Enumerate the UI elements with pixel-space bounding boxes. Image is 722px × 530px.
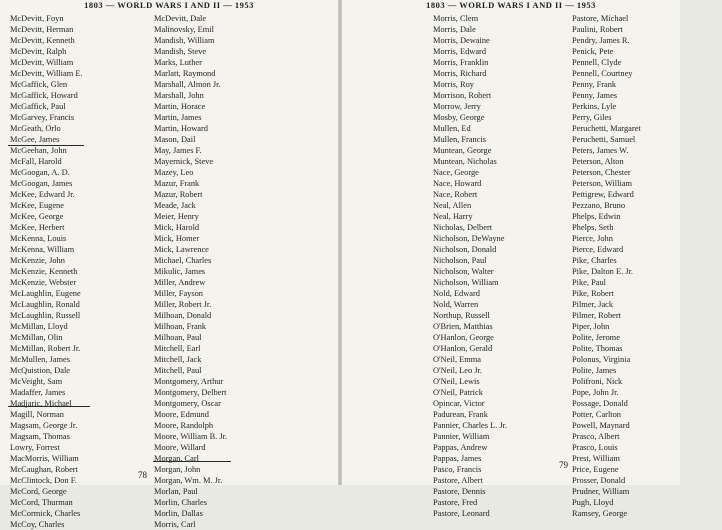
name-entry: Neal, Allen <box>433 201 472 210</box>
name-entry: Polite, Jerome <box>572 333 620 342</box>
name-entry: Piper, John <box>572 322 610 331</box>
name-entry: O'Neil, Patrick <box>433 388 483 397</box>
name-entry: Ramsey, George <box>572 509 628 518</box>
name-entry: Nicholson, Donald <box>433 245 497 254</box>
name-entry: Milhoan, Paul <box>154 333 202 342</box>
name-entry: Northup, Russell <box>433 311 490 320</box>
name-entry: Pugh, Lloyd <box>572 498 614 507</box>
name-entry: Peters, James W. <box>572 146 629 155</box>
pen-underline <box>8 145 84 146</box>
name-entry: McDevitt, Dale <box>154 14 207 23</box>
name-entry: McDevitt, Herman <box>10 25 74 34</box>
name-entry: May, James F. <box>154 146 202 155</box>
name-entry: McGoogan, James <box>10 179 73 188</box>
name-entry: Pezzano, Bruno <box>572 201 626 210</box>
name-entry: Pike, Robert <box>572 289 614 298</box>
name-entry: Nicholson, DeWayne <box>433 234 505 243</box>
name-entry: Mullen, Ed <box>433 124 471 133</box>
name-entry: Prasco, Albert <box>572 432 620 441</box>
name-entry: Mandish, Steve <box>154 47 207 56</box>
name-entry: McMillan, Lloyd <box>10 322 68 331</box>
name-entry: Miller, Fayson <box>154 289 203 298</box>
name-entry: Penny, James <box>572 91 618 100</box>
name-entry: Opincar, Victor <box>433 399 485 408</box>
name-entry: Paulini, Robert <box>572 25 623 34</box>
name-entry: Marshall, John <box>154 91 204 100</box>
name-entry: McDevitt, Foyn <box>10 14 64 23</box>
name-entry: Morlin, Charles <box>154 498 208 507</box>
name-entry: Milhoan, Donald <box>154 311 212 320</box>
name-entry: Peruchetti, Samuel <box>572 135 636 144</box>
name-entry: McKee, George <box>10 212 64 221</box>
name-entry: McKenzie, John <box>10 256 65 265</box>
name-entry: Prudner, William <box>572 487 630 496</box>
name-entry: McKee, Eugene <box>10 201 64 210</box>
name-entry: Peterson, Chester <box>572 168 631 177</box>
name-entry: Pope, John Jr. <box>572 388 619 397</box>
name-entry: Pierce, Edward <box>572 245 624 254</box>
name-entry: Marlatt, Raymond <box>154 69 216 78</box>
name-entry: Nace, Robert <box>433 190 478 199</box>
name-entry: Pappas, Andrew <box>433 443 488 452</box>
pen-underline <box>153 461 231 462</box>
name-entry: McLaughlin, Eugene <box>10 289 81 298</box>
name-entry: Polonus, Virginia <box>572 355 631 364</box>
name-entry: Martin, Howard <box>154 124 208 133</box>
name-entry: Pilmer, Robert <box>572 311 621 320</box>
name-entry: Mick, Harold <box>154 223 200 232</box>
name-entry: Moore, Edmund <box>154 410 209 419</box>
name-entry: Morris, Roy <box>433 80 474 89</box>
left-page <box>0 0 338 529</box>
name-entry: Meade, Jack <box>154 201 196 210</box>
name-entry: McKenzie, Webster <box>10 278 77 287</box>
name-entry: McKee, Edward Jr. <box>10 190 75 199</box>
name-entry: McDevitt, William <box>10 58 74 67</box>
name-entry: McGarvey, Francis <box>10 113 75 122</box>
name-entry: Prest, William <box>572 454 620 463</box>
name-entry: Nicholson, Paul <box>433 256 487 265</box>
name-entry: Prosser, Donald <box>572 476 626 485</box>
name-entry: Mikulic, James <box>154 267 206 276</box>
name-entry: Pendry, James R. <box>572 36 630 45</box>
name-entry: McCaughan, Robert <box>10 465 78 474</box>
name-entry: Pike, Paul <box>572 278 606 287</box>
name-entry: O'Brien, Matthias <box>433 322 493 331</box>
name-entry: Nold, Edward <box>433 289 480 298</box>
name-entry: Morris, Richard <box>433 69 487 78</box>
name-column-2 <box>154 13 304 530</box>
name-entry: McCormick, Charles <box>10 509 81 518</box>
name-entry: Moore, Randolph <box>154 421 214 430</box>
name-entry: Moore, Willard <box>154 443 206 452</box>
name-entry: McMillan, Robert Jr. <box>10 344 81 353</box>
name-entry: Magill, Norman <box>10 410 64 419</box>
name-entry: Pettigrew, Edward <box>572 190 634 199</box>
name-entry: Morris, Clem <box>433 14 479 23</box>
name-entry: Meier, Henry <box>154 212 199 221</box>
name-entry: Phelps, Seth <box>572 223 614 232</box>
name-entry: Nace, George <box>433 168 479 177</box>
name-entry: Morris, Dale <box>433 25 476 34</box>
name-entry: McKenna, William <box>10 245 75 254</box>
name-entry: McCoy, Charles <box>10 520 65 529</box>
name-entry: Morgan, Carl <box>154 454 199 463</box>
name-entry: Mitchell, Jack <box>154 355 202 364</box>
name-entry: McGaffick, Paul <box>10 102 66 111</box>
name-entry: Michael, Charles <box>154 256 212 265</box>
name-entry: Pastore, Fred <box>433 498 478 507</box>
name-entry: Morlin, Dallas <box>154 509 203 518</box>
name-entry: Pastore, Albert <box>433 476 483 485</box>
name-entry: Mazur, Robert <box>154 190 203 199</box>
name-entry: Muntean, Nicholas <box>433 157 497 166</box>
name-entry: Madaffer, James <box>10 388 66 397</box>
name-entry: McGoogan, A. D. <box>10 168 70 177</box>
name-entry: Morgan, John <box>154 465 201 474</box>
name-entry: Pike, Charles <box>572 256 617 265</box>
name-entry: Mandish, William <box>154 36 215 45</box>
name-entry: Mitchell, Paul <box>154 366 202 375</box>
name-entry: Nold, Warren <box>433 300 479 309</box>
name-entry: Muntean, George <box>433 146 492 155</box>
name-entry: McVeight, Sam <box>10 377 63 386</box>
name-entry: Morris, Carl <box>154 520 196 529</box>
name-entry: Padurean, Frank <box>433 410 488 419</box>
name-column-2 <box>572 13 722 519</box>
name-entry: McMullen, James <box>10 355 71 364</box>
name-entry: Perkins, Lyle <box>572 102 617 111</box>
name-entry: O'Neil, Emma <box>433 355 482 364</box>
name-entry: Morgan, Wm. M. Jr. <box>154 476 223 485</box>
name-entry: Mitchell, Earl <box>154 344 201 353</box>
name-entry: McFall, Harold <box>10 157 62 166</box>
name-entry: McDevitt, Ralph <box>10 47 67 56</box>
name-entry: Pennell, Clyde <box>572 58 622 67</box>
name-entry: Polite, Thomas <box>572 344 623 353</box>
page-header: 1803 — WORLD WARS I AND II — 1953 <box>426 0 596 10</box>
name-entry: MacMorris, William <box>10 454 79 463</box>
name-entry: Magsam, George Jr. <box>10 421 78 430</box>
name-entry: McGaffick, Howard <box>10 91 78 100</box>
name-entry: Morrison, Robert <box>433 91 492 100</box>
name-entry: McKee, Herbert <box>10 223 65 232</box>
name-entry: Pilmer, Jack <box>572 300 614 309</box>
name-entry: Mick, Homer <box>154 234 200 243</box>
name-entry: McGeehan, John <box>10 146 67 155</box>
name-entry: Potter, Carlton <box>572 410 621 419</box>
name-entry: Montgomery, Delbert <box>154 388 227 397</box>
name-entry: Nace, Howard <box>433 179 482 188</box>
right-page <box>342 0 680 518</box>
name-entry: Martin, Horace <box>154 102 206 111</box>
name-entry: Mazur, Frank <box>154 179 200 188</box>
name-entry: Morris, Franklin <box>433 58 489 67</box>
name-entry: McKenzie, Kenneth <box>10 267 78 276</box>
name-entry: Morris, Dewaine <box>433 36 490 45</box>
name-entry: Montgomery, Arthur <box>154 377 224 386</box>
name-entry: Pierce, John <box>572 234 613 243</box>
name-entry: McLaughlin, Russell <box>10 311 81 320</box>
page-header: 1803 — WORLD WARS I AND II — 1953 <box>84 0 254 10</box>
name-entry: Mullen, Francis <box>433 135 487 144</box>
name-entry: McClintock, Don F. <box>10 476 77 485</box>
name-entry: Phelps, Edwin <box>572 212 621 221</box>
name-entry: O'Neil, Lewis <box>433 377 480 386</box>
name-entry: Peterson, William <box>572 179 632 188</box>
name-entry: Pastore, Dennis <box>433 487 486 496</box>
name-entry: Perry, Giles <box>572 113 612 122</box>
name-entry: McMillan, Olin <box>10 333 63 342</box>
name-entry: Powell, Maynard <box>572 421 630 430</box>
name-entry: McGaffick, Glen <box>10 80 68 89</box>
name-entry: Madjaric, Michael <box>10 399 72 408</box>
name-entry: Mayernick, Steve <box>154 157 214 166</box>
page-number: 79 <box>559 460 568 470</box>
name-entry: Pastore, Leonard <box>433 509 490 518</box>
name-entry: Prasco, Louis <box>572 443 618 452</box>
name-entry: O'Neil, Leo Jr. <box>433 366 482 375</box>
name-entry: Magsam, Thomas <box>10 432 70 441</box>
name-entry: Morrow, Jerry <box>433 102 481 111</box>
name-entry: Malinovsky, Emil <box>154 25 214 34</box>
name-entry: Marshall, Almon Jr. <box>154 80 221 89</box>
name-entry: McCord, Thurman <box>10 498 73 507</box>
name-entry: Pike, Dalton E. Jr. <box>572 267 633 276</box>
name-entry: Lowry, Forrest <box>10 443 60 452</box>
name-entry: Mazey, Leo <box>154 168 194 177</box>
name-entry: Polite, James <box>572 366 617 375</box>
name-entry: Pennell, Courtney <box>572 69 633 78</box>
name-entry: Pannier, William <box>433 432 490 441</box>
name-entry: Marks, Luther <box>154 58 202 67</box>
name-entry: Neal, Harry <box>433 212 473 221</box>
name-entry: Penny, Frank <box>572 80 617 89</box>
name-entry: Miller, Robert Jr. <box>154 300 212 309</box>
name-entry: McGeath, Orlo <box>10 124 61 133</box>
name-entry: O'Hanlon, George <box>433 333 494 342</box>
name-entry: McQuistion, Dale <box>10 366 71 375</box>
name-entry: Possage, Donald <box>572 399 628 408</box>
name-entry: McKenna, Louis <box>10 234 67 243</box>
name-entry: Mick, Lawrence <box>154 245 209 254</box>
name-entry: Pannier, Charles L. Jr. <box>433 421 508 430</box>
name-entry: Milhoan, Frank <box>154 322 207 331</box>
name-entry: McLaughlin, Ronald <box>10 300 80 309</box>
name-column-1 <box>10 13 160 530</box>
page-number: 78 <box>138 470 147 480</box>
name-entry: Price, Eugene <box>572 465 619 474</box>
name-entry: Montgomery, Oscar <box>154 399 221 408</box>
name-entry: Pappas, James <box>433 454 482 463</box>
pen-underline <box>8 406 90 407</box>
name-entry: McDevitt, William E. <box>10 69 83 78</box>
name-entry: Morlan, Paul <box>154 487 198 496</box>
name-entry: Mason, Dail <box>154 135 196 144</box>
name-entry: Peterson, Alton <box>572 157 624 166</box>
name-entry: Nicholas, Delbert <box>433 223 493 232</box>
name-column-1 <box>433 13 583 519</box>
name-entry: Nicholson, Walter <box>433 267 494 276</box>
name-entry: Nicholson, William <box>433 278 499 287</box>
name-entry: Pastore, Michael <box>572 14 629 23</box>
name-entry: Miller, Andrew <box>154 278 206 287</box>
name-entry: Mosby, George <box>433 113 485 122</box>
name-entry: McGee, James <box>10 135 60 144</box>
name-entry: McDevitt, Kenneth <box>10 36 75 45</box>
name-entry: O'Hanlon, Gerald <box>433 344 493 353</box>
name-entry: Polifroni, Nick <box>572 377 623 386</box>
name-entry: Peruchetti, Margaret <box>572 124 641 133</box>
name-entry: Penick, Pete <box>572 47 614 56</box>
name-entry: Martin, James <box>154 113 202 122</box>
name-entry: Morris, Edward <box>433 47 487 56</box>
name-entry: McCord, George <box>10 487 67 496</box>
name-entry: Pasco, Francis <box>433 465 482 474</box>
name-entry: Moore, William B. Jr. <box>154 432 228 441</box>
